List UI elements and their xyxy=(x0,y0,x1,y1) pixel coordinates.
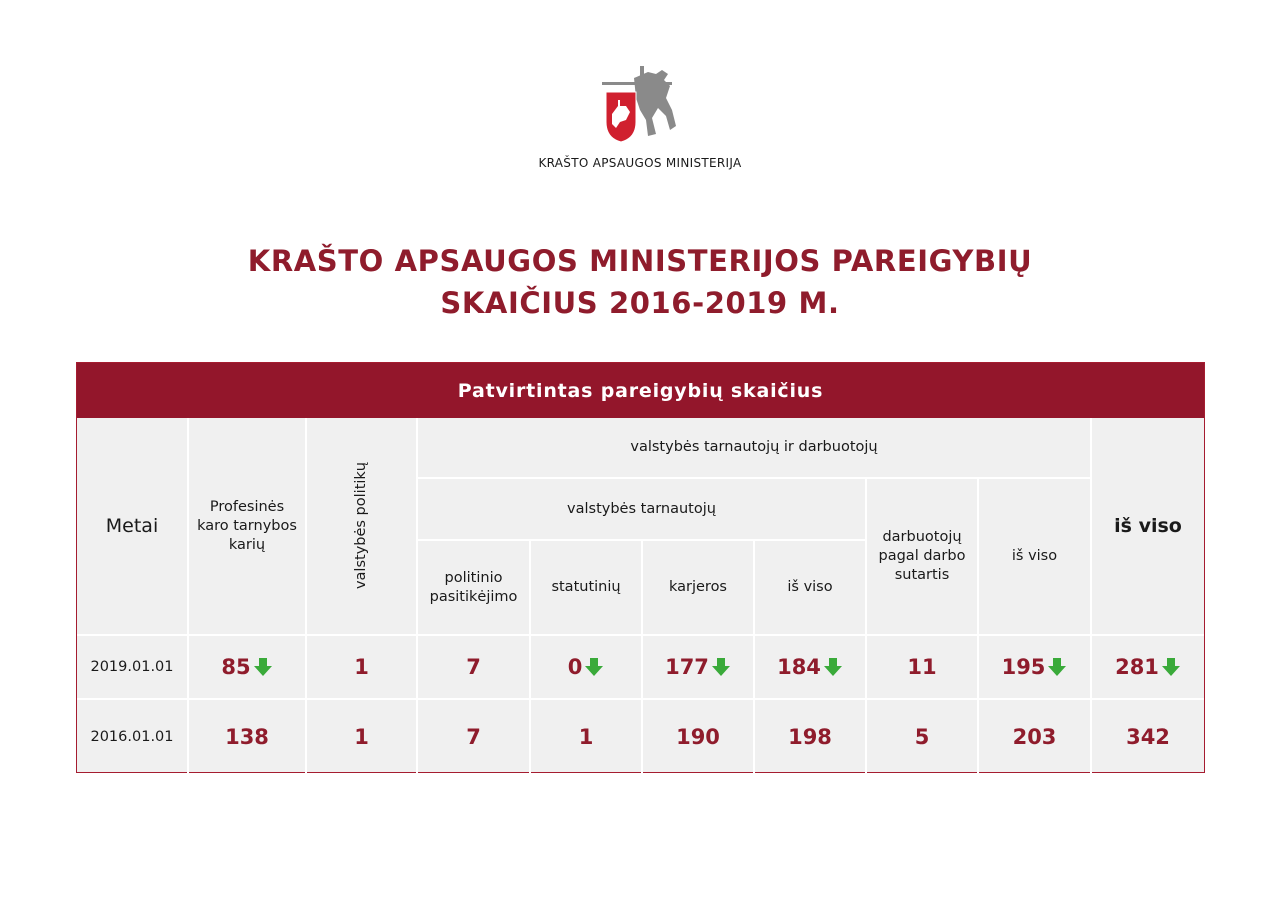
table-cell xyxy=(979,700,1090,774)
table-cell xyxy=(867,636,977,698)
cell-value: 138 xyxy=(225,724,269,749)
page-title xyxy=(0,240,1280,324)
positions-table xyxy=(76,362,1205,773)
header-politicians xyxy=(307,418,416,634)
cell-value: 190 xyxy=(676,724,720,749)
cell-value: 11 xyxy=(907,654,937,679)
arrow-down-icon xyxy=(823,657,843,677)
cell-value: 177 xyxy=(665,654,709,679)
header-political-trust: politinio pasitikėjimo xyxy=(429,569,518,605)
cell-value: 342 xyxy=(1126,724,1170,749)
table-cell xyxy=(755,700,865,774)
table-caption: Patvirtintas pareigybių skaičius xyxy=(77,363,1204,418)
cell-value: 195 xyxy=(1001,654,1046,679)
shield-icon xyxy=(606,92,636,142)
header-servants-employees-total: iš viso xyxy=(1011,548,1058,564)
table-cell xyxy=(1092,636,1204,698)
table-cell xyxy=(867,700,977,774)
table-cell xyxy=(418,700,529,774)
header-contract-employees: darbuotojų pagal darbo sutartis xyxy=(878,529,966,583)
arrow-down-icon xyxy=(1161,657,1181,677)
title-line-1: KRAŠTO APSAUGOS MINISTERIJOS PAREIGYBIŲ xyxy=(247,244,1033,278)
table-cell xyxy=(418,636,529,698)
title-line-2: SKAIČIUS 2016-2019 M. xyxy=(440,286,840,320)
row-year: 2019.01.01 xyxy=(90,658,174,675)
table-cell xyxy=(189,700,305,774)
table-cell xyxy=(979,636,1090,698)
table-cell xyxy=(531,700,641,774)
cell-value: 1 xyxy=(578,724,594,749)
ministry-logo xyxy=(596,64,684,144)
cell-value: 184 xyxy=(777,654,821,679)
table-cell xyxy=(1092,700,1204,774)
table-cell xyxy=(531,636,641,698)
arrow-down-icon xyxy=(711,657,731,677)
cell-value: 0 xyxy=(567,654,583,679)
header-grand-total: iš viso xyxy=(1114,514,1182,537)
table-cell xyxy=(307,700,416,774)
arrow-down-icon xyxy=(1047,657,1067,677)
cell-value: 7 xyxy=(466,724,481,749)
cell-value: 85 xyxy=(221,654,251,679)
header-servants-total: iš viso xyxy=(787,579,833,595)
arrow-down-icon xyxy=(584,657,604,677)
row-year: 2016.01.01 xyxy=(90,728,174,745)
header-metai: Metai xyxy=(105,514,159,537)
cell-value: 5 xyxy=(914,724,930,749)
organization-name: KRAŠTO APSAUGOS MINISTERIJA xyxy=(538,156,742,170)
table-cell xyxy=(189,636,305,698)
header-civil-servants: valstybės tarnautojų xyxy=(567,500,716,517)
table-cell xyxy=(643,700,753,774)
cell-value: 7 xyxy=(466,654,481,679)
header-career: karjeros xyxy=(668,579,727,595)
header-professional-soldiers: Profesinės karo tarnybos karių xyxy=(197,498,297,553)
table-cell xyxy=(643,636,753,698)
table-cell xyxy=(307,636,416,698)
cell-value: 1 xyxy=(354,654,369,679)
header-servants-and-employees: valstybės tarnautojų ir darbuotojų xyxy=(630,439,878,455)
table-cell xyxy=(755,636,865,698)
header-statutory: statutinių xyxy=(551,579,621,595)
cell-value: 198 xyxy=(788,724,832,749)
arrow-down-icon xyxy=(253,657,273,677)
cell-value: 203 xyxy=(1012,724,1057,749)
cell-value: 1 xyxy=(354,724,369,749)
cell-value: 281 xyxy=(1115,654,1159,679)
header-politicians-label: valstybės politikų xyxy=(353,462,369,590)
